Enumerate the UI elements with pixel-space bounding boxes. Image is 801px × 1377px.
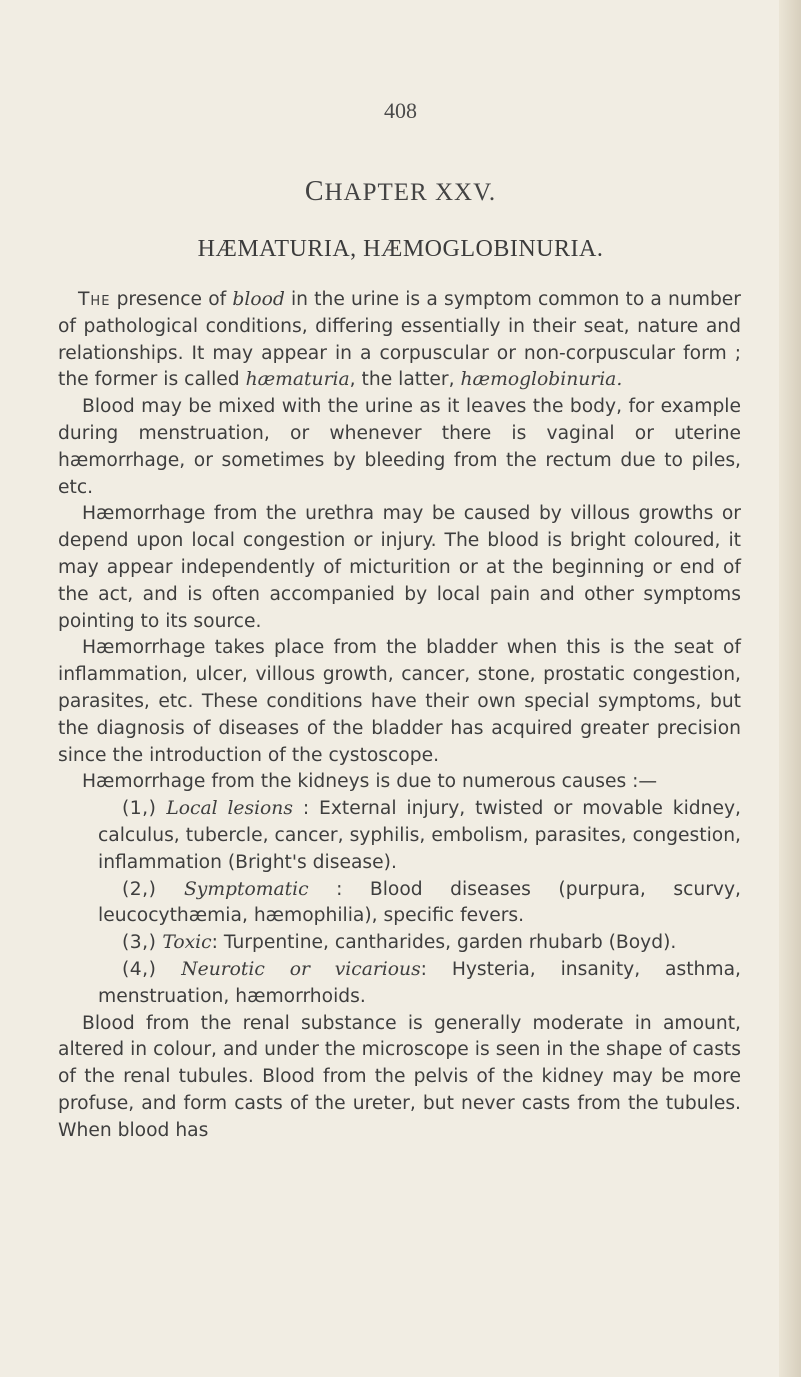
cause-label: Neurotic or vicarious: [181, 958, 421, 980]
cause-separator: :: [420, 958, 452, 980]
cause-label: Local lesions: [166, 798, 293, 820]
chapter-heading: [0, 176, 801, 208]
paragraph-6: Blood from the renal substance is generally moderate in amount, altered in colour, and under the microscope is seen in the shape of casts of the renal tubules. Blood from the pelvis of the kidney may be more profuse, and form casts of the ureter, but never casts from the tubules. When blood has: [58, 1012, 741, 1141]
cause-text: Blood diseases (purpura, scurvy, leucocythæmia, hæmophilia), specific fevers.: [98, 878, 741, 927]
cause-item: [58, 957, 741, 1011]
page-number: 408: [384, 98, 417, 123]
paragraph-3: Hæmorrhage from the urethra may be caused by villous growths or depend upon local congestion or injury. The blood is bright coloured, it may appear independently of micturition or at the beginning or end of the act, and is often accompanied by local pain and other symptoms pointing to its source.: [58, 503, 741, 632]
cause-text: Turpentine, cantharides, garden rhubarb (Boyd).: [223, 932, 677, 954]
cause-number: (4,): [122, 958, 157, 980]
cause-item: [58, 930, 741, 957]
cause-label: Symptomatic: [183, 878, 309, 900]
cause-text: Hysteria, insanity, asthma, menstruation, hæmorrhoids.: [98, 958, 741, 1007]
paragraph-4: Hæmorrhage takes place from the bladder when this is the seat of inflammation, ulcer, villous growth, cancer, stone, prostatic congestion, parasites, etc. These conditions have their own special symptoms, but the diagnosis of diseases of the bladder has acquired greater precision since the introduction of the cystoscope.: [58, 637, 741, 766]
paragraph-1-text: , the latter,: [349, 369, 461, 391]
cause-label: Toxic: [162, 932, 212, 954]
chapter-heading-rest: HAPTER XXV.: [324, 179, 497, 206]
term-haemoglobinuria: hæmoglobinuria.: [460, 369, 623, 391]
cause-separator: :: [211, 932, 224, 954]
paragraph-1-text: presence of: [110, 289, 233, 310]
cause-separator: :: [308, 878, 370, 900]
paragraph-5: Hæmorrhage from the kidneys is due to numerous causes :—: [82, 771, 658, 793]
term-haematuria: hæmaturia: [245, 369, 350, 391]
body-text: [58, 287, 741, 1145]
cause-text: External injury, twisted or movable kidney, calculus, tubercle, cancer, syphilis, embolism, parasites, congestion, inflammation (Bright's disease).: [98, 798, 741, 873]
cause-item: [58, 796, 741, 876]
emphasis-blood: blood: [232, 289, 285, 310]
paragraph-2: Blood may be mixed with the urine as it leaves the body, for example during menstruation, or whenever there is vaginal or uterine hæmorrhage, or sometimes by bleeding from the rectum due to piles, etc.: [58, 396, 741, 498]
paragraph-1-text: in the urine is a symptom common to a number of pathological conditions, differing essentially in their seat, nature and relationships. It may appear in a corpuscular or non-corpuscular form ; the former is called: [58, 289, 741, 391]
cause-item: [58, 877, 741, 931]
paragraph-1-lead: The: [78, 289, 111, 310]
cause-number: (3,): [122, 932, 157, 954]
cause-number: (2,): [122, 878, 157, 900]
chapter-initial: C: [304, 176, 325, 207]
paragraph-1: [58, 287, 741, 394]
chapter-title: HÆMATURIA, HÆMOGLOBINURIA.: [197, 236, 604, 262]
cause-separator: :: [292, 798, 320, 820]
cause-number: (1,): [122, 798, 157, 820]
